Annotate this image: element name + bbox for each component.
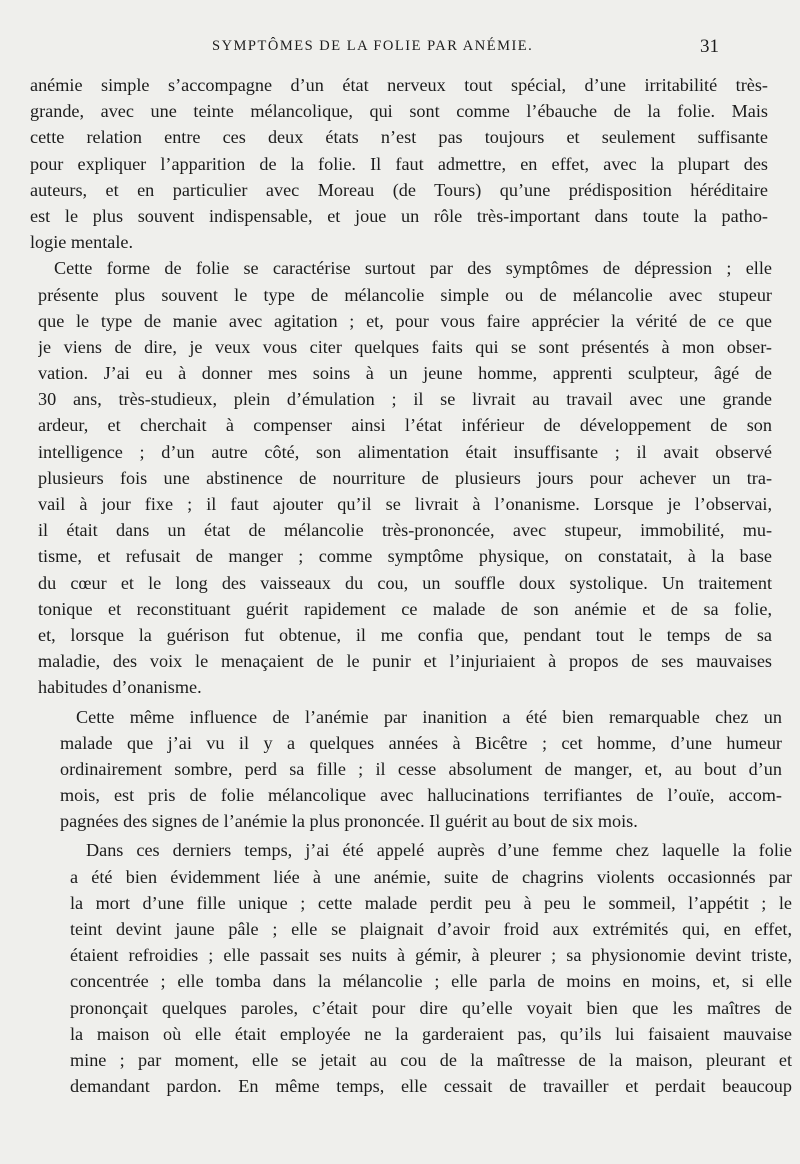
text-line: vation. J’ai eu à donner mes soins à un jeune homme, apprenti sculpteur, âgé de <box>38 363 772 384</box>
text-line: plusieurs fois une abstinence de nourriture de plusieurs jours pour achever un tra- <box>38 467 772 488</box>
text-line: il était dans un état de mélancolie très-prononcée, avec stupeur, immobilité, mu- <box>38 520 772 541</box>
text-line: auteurs, et en particulier avec Moreau (de Tours) qu’une prédisposition héréditaire <box>30 179 768 200</box>
text-line: teint devint jaune pâle ; elle se plaignait d’avoir froid aux extrémités qui, en effet, <box>70 919 792 939</box>
text-line: ordinairement sombre, perd sa fille ; il cesse absolument de manger, et, au bout d’un <box>60 758 782 779</box>
text-line: ardeur, et cherchait à compenser ainsi l’état inférieur de développement de son <box>38 415 772 436</box>
text-line: tisme, et refusait de manger ; comme symptôme physique, on constatait, à la base <box>38 546 772 567</box>
text-line: que le type de manie avec agitation ; et, pour vous faire apprécier la vérité de ce que <box>38 310 772 331</box>
text-line: grande, avec une teinte mélancolique, qui sont comme l’ébauche de la folie. Mais <box>30 101 768 122</box>
text-line: concentrée ; elle tomba dans la mélancolie ; elle parla de moins en moins, et, si elle <box>70 971 792 992</box>
text-line: logie mentale. <box>30 232 134 253</box>
text-line: mois, est pris de folie mélancolique avec hallucinations terrifiantes de l’ouïe, accom- <box>60 785 782 806</box>
text-line: pagnées des signes de l’anémie la plus prononcée. Il guérit au bout de six mois. <box>60 811 638 832</box>
paragraph <box>70 837 792 1099</box>
text-line: Dans ces derniers temps, j’ai été appelé auprès d’une femme chez laquelle la folie <box>86 840 792 861</box>
text-line: malade que j’ai vu il y a quelques années à Bicêtre ; cet homme, d’une humeur <box>60 732 782 753</box>
text-line: tonique et reconstituant guérit rapidement ce malade de son anémie et de sa folie, <box>38 598 772 619</box>
paragraph <box>60 704 782 835</box>
text-line: Cette forme de folie se caractérise surtout par des symptômes de dépression ; elle <box>54 258 772 279</box>
text-line: habitudes d’onanisme. <box>38 677 202 698</box>
paragraph <box>38 255 772 700</box>
running-title: SYMPTÔMES DE LA FOLIE PAR ANÉMIE. <box>212 38 534 54</box>
text-line: pour expliquer l’apparition de la folie. Il faut admettre, en effet, avec la plupart des <box>30 153 768 174</box>
running-header <box>0 38 800 60</box>
text-line: du cœur et le long des vaisseaux du cou, un souffle doux systolique. Un traitement <box>38 572 772 593</box>
text-line: et, lorsque la guérison fut obtenue, il me confia que, pendant tout le temps de sa <box>38 624 772 645</box>
page-number: 31 <box>700 36 719 57</box>
text-line: présente plus souvent le type de mélancolie simple ou de mélancolie avec stupeur <box>38 284 772 305</box>
text-line: intelligence ; d’un autre côté, son alimentation était insuffisante ; il avait observé <box>38 441 772 462</box>
text-line: étaient refroidies ; elle passait ses nuits à gémir, à pleurer ; sa physionomie devint triste, <box>70 945 792 966</box>
paragraph <box>30 72 768 255</box>
text-line: 30 ans, très-studieux, plein d’émulation ; il se livrait au travail avec une grande <box>38 389 772 410</box>
text-line: je viens de dire, je veux vous citer quelques faits qui se sont présentés à mon obser- <box>38 336 772 357</box>
body-text <box>30 72 792 1099</box>
text-line: est le plus souvent indispensable, et joue un rôle très-important dans toute la patho- <box>30 205 768 226</box>
text-line: mine ; par moment, elle se jetait au cou de la maîtresse de la maison, pleurant et <box>70 1049 792 1070</box>
text-line: maladie, des voix le menaçaient de le punir et l’injuriaient à propos de ses mauvaises <box>38 651 772 672</box>
text-line: demandant pardon. En même temps, elle cessait de travailler et perdait beaucoup <box>70 1076 792 1097</box>
text-line: vail à jour fixe ; il faut ajouter qu’il se livrait à l’onanisme. Lorsque je l’observai, <box>38 494 772 514</box>
text-line: cette relation entre ces deux états n’est pas toujours et seulement suffisante <box>30 127 768 148</box>
text-line: Cette même influence de l’anémie par inanition a été bien remarquable chez un <box>76 706 782 727</box>
text-line: a été bien évidemment liée à une anémie, suite de chagrins violents occasionnés par <box>70 866 792 887</box>
text-line: la mort d’une fille unique ; cette malade perdit peu à peu le sommeil, l’appétit ; le <box>70 892 792 913</box>
text-line: anémie simple s’accompagne d’un état nerveux tout spécial, d’une irritabilité très- <box>30 75 768 95</box>
text-line: prononçait quelques paroles, c’était pour dire qu’elle voyait bien que les maîtres de <box>70 997 792 1018</box>
text-line: la maison où elle était employée ne la garderaient pas, qu’ils lui faisaient mauvaise <box>70 1023 792 1044</box>
